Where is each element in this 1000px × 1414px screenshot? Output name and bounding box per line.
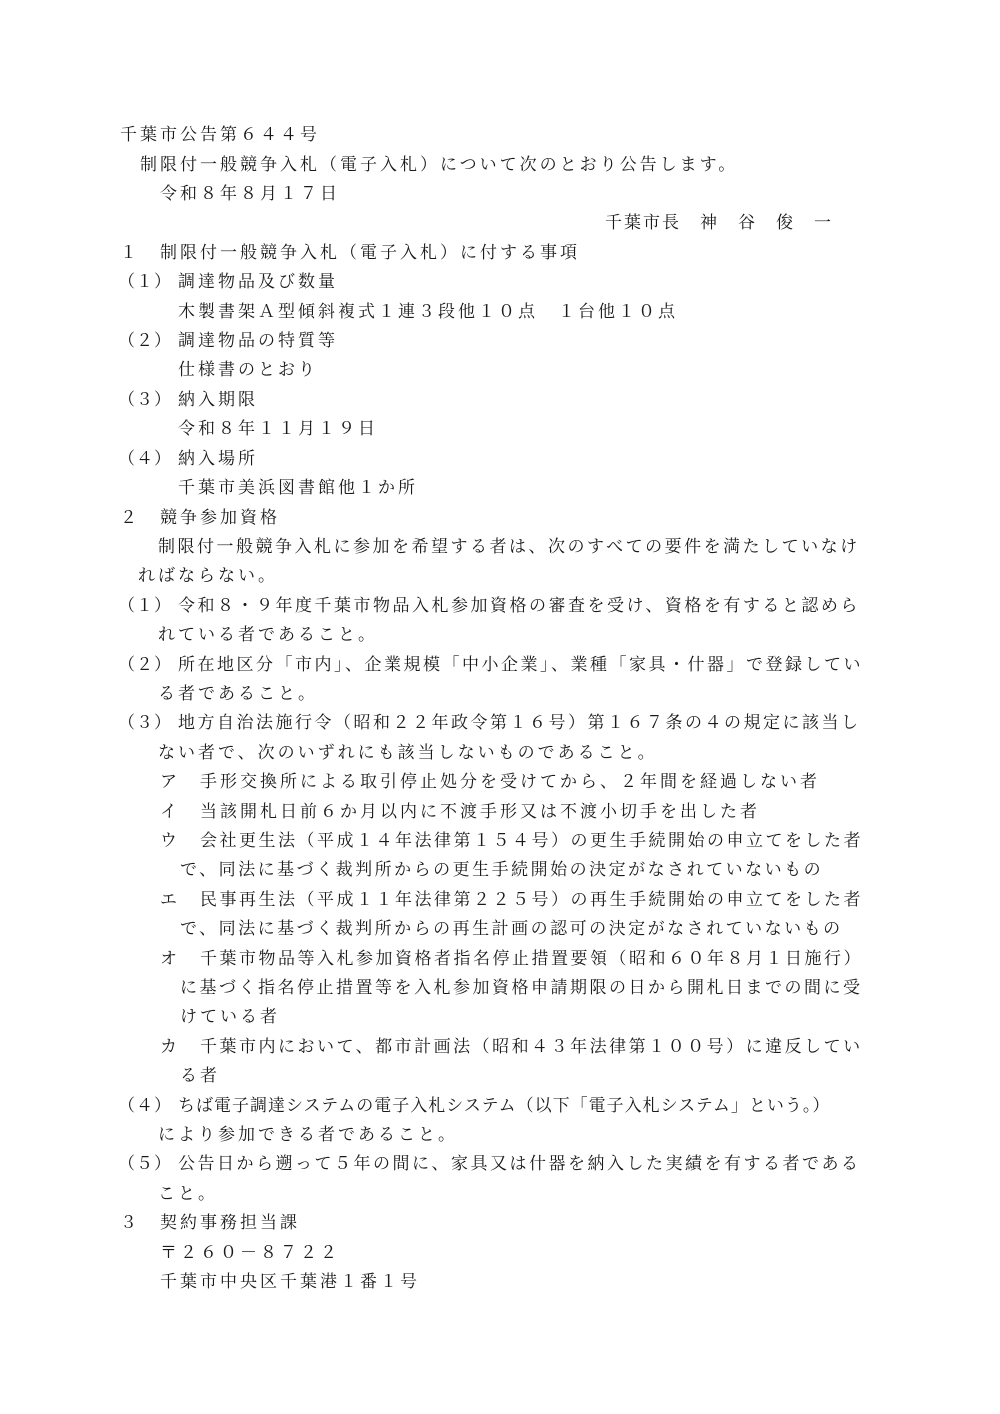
condition-mark: （２）: [118, 655, 172, 675]
condition-text-cont: ない者で、次のいずれにも該当しないものであること。: [158, 743, 658, 763]
sub-item-mark: ア: [160, 772, 177, 792]
item-mark: （２）: [118, 331, 172, 351]
item-mark: （４）: [118, 449, 172, 469]
notice-signer: 千葉市長 神 谷 俊 一: [605, 213, 833, 233]
section-3-number: ３: [120, 1213, 137, 1233]
condition-text-cont: により参加できる者であること。: [158, 1125, 458, 1145]
item-heading: 納入場所: [178, 449, 258, 469]
notice-date: 令和８年８月１７日: [160, 184, 340, 204]
sub-item-mark: イ: [160, 802, 177, 822]
sub-item-text: 千葉市内において、都市計画法（昭和４３年法律第１００号）に違反してい: [200, 1037, 863, 1057]
sub-item-text: 当該開札日前６か月以内に不渡手形又は不渡小切手を出した者: [200, 802, 760, 822]
section-2-heading: 競争参加資格: [160, 508, 280, 528]
sub-item-text-cont: で、同法に基づく裁判所からの更生手続開始の決定がなされていないもの: [180, 860, 824, 880]
condition-text: 公告日から遡って５年の間に、家具又は什器を納入した実績を有する者である: [178, 1154, 861, 1174]
sub-item-text-cont: る者: [180, 1066, 220, 1086]
sub-item-mark: エ: [160, 890, 177, 910]
sub-item-text-cont: けている者: [180, 1007, 280, 1027]
condition-text-cont: れている者であること。: [158, 625, 378, 645]
condition-text-cont: こと。: [158, 1184, 218, 1204]
section-2-intro-cont: ればならない。: [138, 566, 278, 586]
sub-item-mark: ウ: [160, 831, 177, 851]
condition-text: 令和８・９年度千葉市物品入札参加資格の審査を受け、資格を有すると認めら: [178, 596, 860, 616]
item-heading: 納入期限: [178, 390, 258, 410]
item-heading: 調達物品及び数量: [178, 272, 338, 292]
condition-mark: （１）: [118, 596, 172, 616]
item-body: 木製書架Ａ型傾斜複式１連３段他１０点 １台他１０点: [178, 302, 678, 322]
sub-item-text-cont: で、同法に基づく裁判所からの再生計画の認可の決定がなされていないもの: [180, 919, 843, 939]
section-2-intro: 制限付一般競争入札に参加を希望する者は、次のすべての要件を満たしていなけ: [158, 537, 860, 557]
address: 千葉市中央区千葉港１番１号: [160, 1272, 420, 1292]
sub-item-text: 民事再生法（平成１１年法律第２２５号）の再生手続開始の申立てをした者: [200, 890, 863, 910]
sub-item-text: 手形交換所による取引停止処分を受けてから、２年間を経過しない者: [200, 772, 820, 792]
notice-number: 千葉市公告第６４４号: [120, 125, 320, 145]
sub-item-mark: カ: [160, 1037, 177, 1057]
condition-mark: （４）: [118, 1096, 172, 1116]
section-2-number: ２: [120, 508, 137, 528]
item-mark: （３）: [118, 390, 172, 410]
condition-text-cont: る者であること。: [158, 684, 318, 704]
condition-text: 所在地区分「市内」、企業規模「中小企業」、業種「家具・什器」で登録してい: [178, 655, 863, 675]
condition-text: 地方自治法施行令（昭和２２年政令第１６号）第１６７条の４の規定に該当し: [178, 713, 861, 733]
item-body: 仕様書のとおり: [178, 360, 318, 380]
section-1-heading: 制限付一般競争入札（電子入札）に付する事項: [160, 243, 580, 263]
item-body: 千葉市美浜図書館他１か所: [178, 478, 418, 498]
section-1-number: １: [120, 243, 137, 263]
postal-code: 〒２６０－８７２２: [160, 1243, 340, 1263]
condition-text: ちば電子調達システムの電子入札システム（以下「電子入札システム」という。）: [178, 1096, 831, 1116]
notice-intro: 制限付一般競争入札（電子入札）について次のとおり公告します。: [140, 155, 739, 175]
sub-item-mark: オ: [160, 949, 177, 969]
sub-item-text-cont: に基づく指名停止措置等を入札参加資格申請期限の日から開札日までの間に受: [180, 978, 863, 998]
sub-item-text: 会社更生法（平成１４年法律第１５４号）の更生手続開始の申立てをした者: [200, 831, 863, 851]
section-3-heading: 契約事務担当課: [160, 1213, 300, 1233]
item-body: 令和８年１１月１９日: [178, 419, 378, 439]
condition-mark: （３）: [118, 713, 172, 733]
condition-mark: （５）: [118, 1154, 172, 1174]
item-mark: （１）: [118, 272, 172, 292]
sub-item-text: 千葉市物品等入札参加資格者指名停止措置要領（昭和６０年８月１日施行）: [200, 949, 863, 969]
item-heading: 調達物品の特質等: [178, 331, 338, 351]
